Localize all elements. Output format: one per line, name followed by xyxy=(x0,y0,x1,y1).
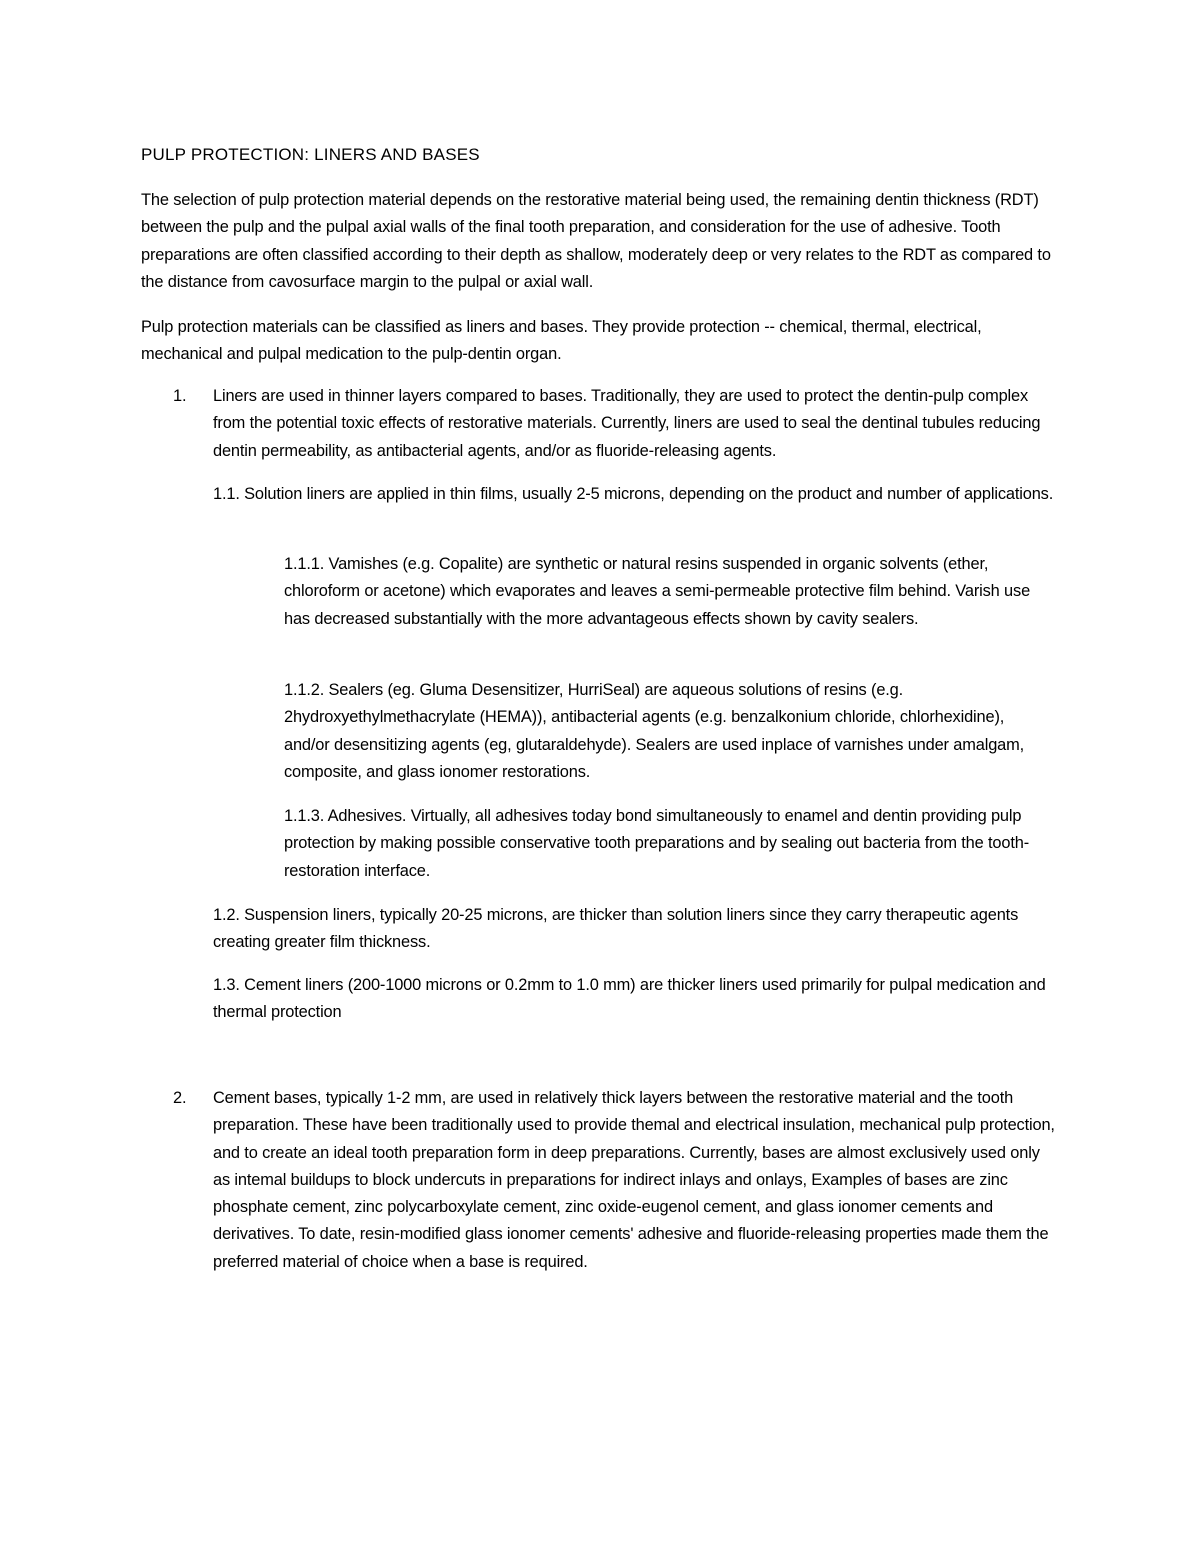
list-number: 2. xyxy=(173,1089,187,1107)
list-item-text: Liners are used in thinner layers compared to bases. Traditionally, they are used to protect the dentin-pulp complex from the potential toxic effects of restorative materials. Currently, liners are used to seal the dentinal tubules reducing dentin permeability, as antibacterial agents, and/or as fluoride-releasing agents. xyxy=(213,387,1041,460)
document-title: PULP PROTECTION: LINERS AND BASES xyxy=(141,145,480,164)
subsection-cement-liners: 1.3. Cement liners (200-1000 microns or 0.2mm to 1.0 mm) are thicker liners used primarily for pulpal medication and thermal protection xyxy=(213,976,1046,1022)
classification-paragraph: Pulp protection materials can be classified as liners and bases. They provide protection -- chemical, thermal, electrical, mechanical and pulpal medication to the pulp-dentin organ. xyxy=(141,318,982,364)
subsection-adhesives: 1.1.3. Adhesives. Virtually, all adhesives today bond simultaneously to enamel and dentin providing pulp protection by making possible conservative tooth preparations and by sealing out bacteria from the tooth-restoration interface. xyxy=(284,807,1030,880)
list-item-text: Cement bases, typically 1-2 mm, are used in relatively thick layers between the restorative material and the tooth preparation. These have been traditionally used to provide themal and electrical insulation, mechanical pulp protection, and to create an ideal tooth preparation form in deep preparations. Currently, bases are almost exclusively used only as intemal buildups to block undercuts in preparations for indirect inlays and onlays, Examples of bases are zinc phosphate cement, zinc polycarboxylate cement, zinc oxide-eugenol cement, and glass ionomer cements and derivatives. To date, resin-modified glass ionomer cements' adhesive and fluoride-releasing properties made them the preferred material of choice when a base is required. xyxy=(213,1089,1055,1271)
subsection-varnishes: 1.1.1. Vamishes (e.g. Copalite) are synthetic or natural resins suspended in organic solvents (ether, chloroform or acetone) which evaporates and leaves a semi-permeable protective film behind. Varish use has decreased substantially with the more advantageous effects shown by cavity sealers. xyxy=(284,555,1031,628)
subsection-solution-liners: 1.1. Solution liners are applied in thin films, usually 2-5 microns, depending on the product and number of applications. xyxy=(213,485,1054,503)
list-number: 1. xyxy=(173,387,187,405)
subsection-sealers: 1.1.2. Sealers (eg. Gluma Desensitizer, HurriSeal) are aqueous solutions of resins (e.g. 2hydroxyethylmethacrylate (HEMA)), antibacterial agents (e.g. benzalkonium chloride, chlorhexidine), and/or desensitizing agents (eg, glutaraldehyde). Sealers are used inplace of varnishes under amalgam, composite, and glass ionomer restorations. xyxy=(284,681,1025,781)
subsection-suspension-liners: 1.2. Suspension liners, typically 20-25 microns, are thicker than solution liners since they carry therapeutic agents creating greater film thickness. xyxy=(213,906,1019,952)
intro-paragraph: The selection of pulp protection material depends on the restorative material being used, the remaining dentin thickness (RDT) between the pulp and the pulpal axial walls of the final tooth preparation, and consideration for the use of adhesive. Tooth preparations are often classified according to their depth as shallow, moderately deep or very relates to the RDT as compared to the distance from cavosurface margin to the pulpal or axial wall. xyxy=(141,191,1051,291)
